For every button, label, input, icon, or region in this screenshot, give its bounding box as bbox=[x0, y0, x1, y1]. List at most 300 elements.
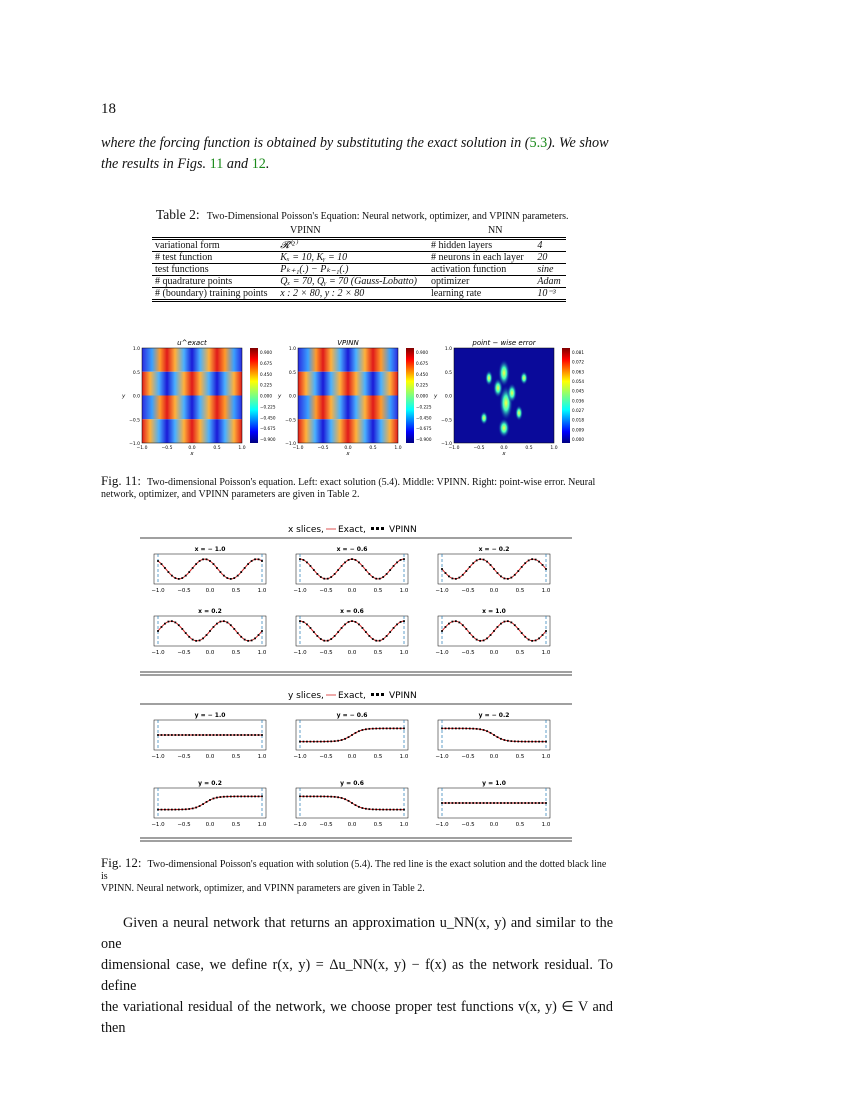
fig12-vpinn-point bbox=[448, 728, 450, 730]
fig12-vpinn-point bbox=[365, 631, 367, 633]
fig11-colorbar-tick: −0.225 bbox=[416, 404, 432, 410]
fig12-vpinn-point bbox=[323, 741, 325, 743]
nn-param-value: sine bbox=[537, 264, 554, 275]
fig12-xtick: 0.0 bbox=[205, 754, 215, 760]
fig11-panel-1 bbox=[277, 339, 432, 457]
fig12-xtick: −1.0 bbox=[293, 650, 307, 656]
fig12-vpinn-point bbox=[341, 627, 343, 629]
fig12-vpinn-point bbox=[375, 640, 377, 642]
vpinn-param-value: 𝓡⁽²⁾ bbox=[280, 240, 297, 251]
fig12-vpinn-point bbox=[396, 728, 398, 730]
fig12-vpinn-point bbox=[351, 802, 353, 804]
fig12-vpinn-point bbox=[528, 741, 530, 743]
fig12-vpinn-point bbox=[181, 734, 183, 736]
fig12-vpinn-point bbox=[320, 576, 322, 578]
fig12-vpinn-point bbox=[472, 728, 474, 730]
fig11-caption-line2: network, optimizer, and VPINN parameters are given in Table 2. bbox=[101, 489, 360, 500]
fig12-vpinn-point bbox=[490, 564, 492, 566]
fig11-ylabel: y bbox=[122, 393, 126, 400]
fig11-colorbar-tick: −0.900 bbox=[260, 437, 276, 442]
fig12-vpinn-point bbox=[310, 741, 312, 743]
fig11-caption bbox=[101, 475, 613, 501]
fig-ref-12-link[interactable]: 12 bbox=[251, 156, 266, 172]
fig12-vpinn-point bbox=[351, 558, 353, 560]
fig12-vpinn-point bbox=[223, 620, 225, 622]
fig12-vpinn-point bbox=[206, 801, 208, 803]
fig12-vpinn-point bbox=[251, 640, 253, 642]
fig11-colorbar-tick: 0.081 bbox=[572, 350, 584, 355]
fig12-caption-line2: VPINN. Neural network, optimizer, and VPINN parameters are given in Table 2. bbox=[101, 883, 425, 894]
fig11-ytick: −0.5 bbox=[441, 418, 452, 424]
fig-ref-11-link[interactable]: 11 bbox=[209, 156, 224, 172]
fig12-vpinn-point bbox=[458, 802, 460, 804]
fig12-vpinn-point bbox=[375, 809, 377, 811]
fig12-vpinn-point bbox=[310, 565, 312, 567]
fig12-xtick: 0.5 bbox=[231, 588, 241, 594]
fig12-slice-frame bbox=[154, 788, 266, 818]
fig12-slice-title: y = − 1.0 bbox=[194, 712, 226, 719]
nn-param-key: optimizer bbox=[431, 276, 470, 287]
fig11-colorbar bbox=[250, 348, 258, 443]
fig12-vpinn-point bbox=[521, 566, 523, 568]
fig12-vpinn-point bbox=[386, 635, 388, 637]
fig11-ytick: 0.0 bbox=[288, 394, 296, 400]
vpinn-param-key: # (boundary) training points bbox=[155, 288, 268, 299]
fig12-vpinn-point bbox=[178, 578, 180, 580]
fig12-vpinn-point bbox=[372, 808, 374, 810]
fig12-xtick: −1.0 bbox=[293, 588, 307, 594]
fig12-vpinn-point bbox=[510, 577, 512, 579]
fig12-vpinn-point bbox=[372, 638, 374, 640]
fig12-vpinn-point bbox=[507, 802, 509, 804]
fig12-xtick: 1.0 bbox=[399, 822, 409, 828]
fig12-xtick: −0.5 bbox=[319, 754, 333, 760]
fig12-vpinn-point bbox=[220, 734, 222, 736]
fig11-colorbar-tick: 0.900 bbox=[416, 350, 428, 355]
fig12-vpinn-point bbox=[195, 807, 197, 809]
fig12-vpinn-point bbox=[510, 622, 512, 624]
fig12-vpinn-point bbox=[445, 626, 447, 628]
fig12-xtick: −0.5 bbox=[461, 588, 475, 594]
fig11-panel-title: VPINN bbox=[337, 339, 359, 347]
fig12-xtick: 0.0 bbox=[347, 650, 357, 656]
fig12-vpinn-point bbox=[341, 739, 343, 741]
yslices-legend-vpinn-swatch bbox=[371, 693, 374, 696]
fig12-vpinn-point bbox=[486, 802, 488, 804]
vpinn-param-row bbox=[152, 252, 428, 264]
fig11-ytick: 0.0 bbox=[444, 394, 452, 400]
fig12-vpinn-point bbox=[400, 809, 402, 811]
yslices-legend-exact-label: Exact, bbox=[338, 691, 366, 701]
fig12-vpinn-point bbox=[483, 559, 485, 561]
fig12-vpinn-point bbox=[531, 558, 533, 560]
fig12-slice-panel bbox=[293, 546, 409, 594]
vpinn-param-value: Kₓ = 10, Kᵧ = 10 bbox=[280, 252, 348, 263]
fig11-colorbar-tick: 0.045 bbox=[572, 388, 584, 394]
fig12-vpinn-point bbox=[206, 634, 208, 636]
fig11-heatmaps bbox=[118, 338, 598, 466]
fig12-vpinn-point bbox=[351, 734, 353, 736]
fig12-vpinn-point bbox=[365, 808, 367, 810]
fig12-vpinn-point bbox=[223, 734, 225, 736]
fig11-error-spot bbox=[493, 378, 503, 398]
fig11-colorbar-tick: −0.225 bbox=[260, 404, 276, 410]
fig12-slice-panel bbox=[151, 546, 267, 594]
fig12-vpinn-point bbox=[521, 632, 523, 634]
fig12-vpinn-point bbox=[299, 796, 301, 798]
fig12-xtick: 1.0 bbox=[541, 754, 551, 760]
fig12-vpinn-point bbox=[213, 563, 215, 565]
fig12-vpinn-point bbox=[507, 740, 509, 742]
fig12-vpinn-point bbox=[261, 796, 263, 798]
fig12-vpinn-point bbox=[327, 640, 329, 642]
vpinn-param-value: x : 2 × 80, y : 2 × 80 bbox=[280, 288, 365, 299]
fig12-vpinn-point bbox=[472, 562, 474, 564]
fig12-vpinn-point bbox=[483, 802, 485, 804]
fig12-vpinn-point bbox=[209, 799, 211, 801]
fig12-vpinn-point bbox=[355, 732, 357, 734]
fig12-vpinn-point bbox=[341, 565, 343, 567]
fig12-vpinn-point bbox=[313, 631, 315, 633]
fig12-vpinn-point bbox=[251, 734, 253, 736]
fig12-vpinn-point bbox=[445, 802, 447, 804]
fig12-slice-panel bbox=[435, 546, 551, 594]
fig12-xtick: 1.0 bbox=[257, 650, 267, 656]
fig12-slice-panel bbox=[293, 712, 409, 760]
fig12-vpinn-point bbox=[337, 569, 339, 571]
fig11-xtick: 0.5 bbox=[525, 446, 533, 451]
fig12-vpinn-point bbox=[334, 796, 336, 798]
fig12-vpinn-point bbox=[344, 623, 346, 625]
fig12-vpinn-point bbox=[334, 573, 336, 575]
fig12-vpinn-point bbox=[535, 559, 537, 561]
fig12-xtick: −0.5 bbox=[461, 650, 475, 656]
fig11-xtick: 0.5 bbox=[369, 446, 377, 451]
fig12-vpinn-point bbox=[472, 802, 474, 804]
fig12-vpinn-point bbox=[462, 802, 464, 804]
fig12-vpinn-point bbox=[455, 578, 457, 580]
fig12-vpinn-point bbox=[213, 798, 215, 800]
fig11-error-spot bbox=[520, 371, 528, 385]
fig12-xtick: −1.0 bbox=[435, 822, 449, 828]
fig12-xtick: −0.5 bbox=[177, 754, 191, 760]
fig12-vpinn-point bbox=[240, 734, 242, 736]
intro-and: and bbox=[223, 156, 252, 172]
fig12-vpinn-point bbox=[379, 728, 381, 730]
nn-param-key: activation function bbox=[431, 264, 507, 275]
fig12-vpinn-point bbox=[358, 623, 360, 625]
fig12-vpinn-point bbox=[337, 631, 339, 633]
fig12-vpinn-point bbox=[306, 796, 308, 798]
fig12-vpinn-point bbox=[483, 729, 485, 731]
fig12-xtick: 1.0 bbox=[257, 588, 267, 594]
fig12-xtick: −1.0 bbox=[151, 822, 165, 828]
fig11-ylabel: y bbox=[278, 393, 282, 400]
fig12-vpinn-point bbox=[517, 628, 519, 630]
fig11-colorbar-tick: 0.000 bbox=[260, 393, 272, 399]
fig12-vpinn-point bbox=[306, 623, 308, 625]
fig12-vpinn-point bbox=[379, 809, 381, 811]
table-label: Table 2: bbox=[156, 207, 200, 222]
fig12-xtick: −0.5 bbox=[319, 650, 333, 656]
fig12-vpinn-point bbox=[233, 796, 235, 798]
fig11-xtick: −1.0 bbox=[448, 446, 460, 451]
fig12-xtick: −1.0 bbox=[151, 754, 165, 760]
fig12-vpinn-point bbox=[462, 574, 464, 576]
fig12-vpinn-point bbox=[199, 640, 201, 642]
fig12-xtick: 0.0 bbox=[489, 754, 499, 760]
fig12-vpinn-point bbox=[230, 624, 232, 626]
fig12-xtick: −1.0 bbox=[435, 588, 449, 594]
fig12-vpinn-point bbox=[362, 729, 364, 731]
fig11-xlabel: x bbox=[346, 451, 350, 457]
fig12-vpinn-point bbox=[230, 578, 232, 580]
fig12-vpinn-point bbox=[393, 565, 395, 567]
fig12-vpinn-point bbox=[202, 558, 204, 560]
fig12-vpinn-point bbox=[507, 620, 509, 622]
eq-ref-link[interactable]: 5.3 bbox=[529, 135, 548, 151]
fig12-xtick: 0.0 bbox=[347, 822, 357, 828]
fig12-xtick: 0.5 bbox=[515, 822, 525, 828]
fig11-colorbar-tick: −0.675 bbox=[260, 426, 276, 432]
fig12-vpinn-point bbox=[202, 637, 204, 639]
fig12-vpinn-point bbox=[517, 802, 519, 804]
fig12-vpinn-point bbox=[164, 567, 166, 569]
fig12-xtick: 0.5 bbox=[373, 822, 383, 828]
fig12-vpinn-point bbox=[355, 559, 357, 561]
xslices-legend-prefix: x slices, bbox=[288, 525, 324, 535]
fig11-caption-line1: Two-dimensional Poisson's equation. Left: exact solution (5.4). Middle: VPINN. Right: point-wise error. Neural bbox=[146, 477, 596, 488]
fig12-vpinn-point bbox=[206, 734, 208, 736]
fig12-vpinn-point bbox=[188, 734, 190, 736]
fig12-vpinn-point bbox=[299, 620, 301, 622]
fig12-vpinn-point bbox=[448, 575, 450, 577]
fig11-heat-band bbox=[142, 396, 242, 420]
fig12-slice-frame bbox=[154, 554, 266, 584]
fig12-vpinn-point bbox=[247, 734, 249, 736]
fig12-xtick: 0.0 bbox=[489, 822, 499, 828]
fig11-xtick: −1.0 bbox=[292, 446, 304, 451]
nn-table-header: NN bbox=[488, 225, 503, 236]
fig12-vpinn-point bbox=[358, 561, 360, 563]
fig12-slice-panel bbox=[435, 712, 551, 760]
fig12-vpinn-point bbox=[223, 796, 225, 798]
fig12-vpinn-point bbox=[240, 571, 242, 573]
fig12-vpinn-point bbox=[528, 639, 530, 641]
fig12-slice-title: x = − 0.2 bbox=[478, 546, 510, 553]
fig12-vpinn-point bbox=[448, 802, 450, 804]
fig11-colorbar-tick: −0.450 bbox=[416, 415, 432, 421]
fig12-vpinn-point bbox=[497, 736, 499, 738]
fig12-xtick: −1.0 bbox=[435, 650, 449, 656]
fig12-vpinn-point bbox=[483, 640, 485, 642]
fig12-xtick: −1.0 bbox=[435, 754, 449, 760]
fig12-vpinn-point bbox=[195, 734, 197, 736]
fig12-vpinn-point bbox=[528, 560, 530, 562]
fig12-vpinn-point bbox=[524, 741, 526, 743]
fig12-vpinn-point bbox=[323, 640, 325, 642]
fig11-colorbar-tick: −0.450 bbox=[260, 415, 276, 421]
fig12-slice-panel bbox=[151, 780, 267, 828]
fig11-error-spot bbox=[498, 418, 510, 438]
fig12-vpinn-point bbox=[462, 728, 464, 730]
fig12-vpinn-point bbox=[514, 574, 516, 576]
fig12-xtick: 0.0 bbox=[489, 588, 499, 594]
fig12-vpinn-point bbox=[199, 805, 201, 807]
fig12-vpinn-point bbox=[393, 809, 395, 811]
fig12-vpinn-point bbox=[209, 560, 211, 562]
fig11-xlabel: x bbox=[502, 451, 506, 457]
fig12-vpinn-point bbox=[247, 796, 249, 798]
fig12-xtick: 1.0 bbox=[257, 822, 267, 828]
fig12-vpinn-point bbox=[452, 621, 454, 623]
fig12-vpinn-point bbox=[386, 809, 388, 811]
nn-param-row bbox=[428, 252, 566, 264]
fig12-vpinn-point bbox=[230, 734, 232, 736]
vpinn-param-row bbox=[152, 264, 428, 276]
fig12-vpinn-point bbox=[358, 730, 360, 732]
xslices-legend-vpinn-label: VPINN bbox=[389, 525, 417, 535]
fig11-panel-0 bbox=[121, 339, 276, 457]
fig12-xtick: 0.5 bbox=[373, 588, 383, 594]
vpinn-param-row bbox=[152, 288, 428, 300]
fig12-vpinn-point bbox=[500, 575, 502, 577]
fig12-vpinn-point bbox=[316, 573, 318, 575]
fig11-panel-2 bbox=[433, 339, 584, 457]
fig12-vpinn-point bbox=[168, 809, 170, 811]
fig12-vpinn-point bbox=[358, 806, 360, 808]
fig11-error-spot bbox=[507, 383, 517, 403]
fig12-vpinn-point bbox=[469, 728, 471, 730]
fig12-vpinn-point bbox=[233, 577, 235, 579]
nn-param-key: learning rate bbox=[431, 288, 482, 299]
fig12-vpinn-point bbox=[372, 728, 374, 730]
body-paragraph bbox=[101, 913, 613, 1039]
fig12-vpinn-point bbox=[542, 634, 544, 636]
fig12-slice-panel bbox=[151, 608, 267, 656]
fig11-xtick: −0.5 bbox=[317, 446, 329, 451]
fig12-xtick: 0.0 bbox=[347, 588, 357, 594]
fig12-vpinn-point bbox=[199, 560, 201, 562]
fig12-vpinn-point bbox=[490, 634, 492, 636]
fig12-exact-curve bbox=[158, 559, 262, 579]
fig12-vpinn-point bbox=[393, 728, 395, 730]
fig12-vpinn-point bbox=[161, 626, 163, 628]
fig12-vpinn-point bbox=[479, 802, 481, 804]
fig11-colorbar-tick: 0.450 bbox=[260, 371, 272, 377]
fig12-vpinn-point bbox=[375, 728, 377, 730]
fig12-vpinn-point bbox=[192, 639, 194, 641]
fig12-vpinn-point bbox=[382, 809, 384, 811]
fig12-vpinn-point bbox=[521, 802, 523, 804]
fig12-exact-curve bbox=[300, 621, 404, 641]
fig11-colorbar-tick: 0.225 bbox=[260, 382, 272, 388]
fig12-slice-title: x = 0.6 bbox=[340, 608, 364, 615]
fig12-xtick: 1.0 bbox=[541, 822, 551, 828]
fig12-xtick: 1.0 bbox=[541, 650, 551, 656]
fig12-vpinn-point bbox=[542, 564, 544, 566]
fig12-vpinn-point bbox=[320, 796, 322, 798]
fig12-vpinn-point bbox=[251, 796, 253, 798]
fig12-vpinn-point bbox=[545, 741, 547, 743]
fig11-ytick: 1.0 bbox=[132, 347, 140, 352]
nn-param-key: # neurons in each layer bbox=[431, 252, 524, 263]
fig12-vpinn-point bbox=[389, 569, 391, 571]
fig12-vpinn-point bbox=[504, 739, 506, 741]
fig11-xtick: −1.0 bbox=[136, 446, 148, 451]
fig12-vpinn-point bbox=[181, 809, 183, 811]
fig12-vpinn-point bbox=[185, 734, 187, 736]
nn-param-row bbox=[428, 288, 566, 300]
fig12-vpinn-point bbox=[299, 558, 301, 560]
intro-paragraph bbox=[101, 133, 613, 175]
fig12-vpinn-point bbox=[168, 621, 170, 623]
fig12-xtick: −0.5 bbox=[461, 754, 475, 760]
fig12-vpinn-point bbox=[493, 802, 495, 804]
fig12-vpinn-point bbox=[486, 730, 488, 732]
fig12-vpinn-point bbox=[161, 563, 163, 565]
fig11-heat-band bbox=[298, 396, 398, 420]
fig12-vpinn-point bbox=[538, 741, 540, 743]
fig12-vpinn-point bbox=[181, 628, 183, 630]
vpinn-param-row bbox=[152, 240, 428, 252]
fig11-ytick: −1.0 bbox=[285, 442, 296, 447]
intro-end: . bbox=[265, 156, 270, 172]
vpinn-param-key: variational form bbox=[155, 240, 220, 251]
fig12-vpinn-point bbox=[542, 741, 544, 743]
fig11-ytick: 1.0 bbox=[288, 347, 296, 352]
fig12-vpinn-point bbox=[303, 796, 305, 798]
fig11-ylabel: y bbox=[434, 393, 438, 400]
fig12-vpinn-point bbox=[313, 741, 315, 743]
fig12-xtick: −0.5 bbox=[461, 822, 475, 828]
fig12-vpinn-point bbox=[382, 576, 384, 578]
fig12-xtick: 0.0 bbox=[205, 650, 215, 656]
fig12-vpinn-point bbox=[400, 621, 402, 623]
fig12-vpinn-point bbox=[458, 728, 460, 730]
fig11-heat-band bbox=[298, 348, 398, 372]
fig12-vpinn-point bbox=[455, 620, 457, 622]
yslices-legend-vpinn-swatch bbox=[376, 693, 379, 696]
fig11-colorbar-tick: 0.225 bbox=[416, 382, 428, 388]
fig12-xtick: −1.0 bbox=[293, 822, 307, 828]
fig12-slice-title: y = 0.6 bbox=[340, 780, 364, 787]
fig12-slice-panel bbox=[435, 780, 551, 828]
fig12-vpinn-point bbox=[403, 558, 405, 560]
fig12-vpinn-point bbox=[254, 558, 256, 560]
fig12-vpinn-point bbox=[362, 627, 364, 629]
fig12-vpinn-point bbox=[524, 562, 526, 564]
fig12-vpinn-point bbox=[330, 576, 332, 578]
fig12-vpinn-point bbox=[545, 630, 547, 632]
fig12-vpinn-point bbox=[493, 630, 495, 632]
fig12-vpinn-point bbox=[348, 800, 350, 802]
fig11-heat-band bbox=[142, 419, 242, 443]
fig12-vpinn-point bbox=[157, 630, 159, 632]
vpinn-param-key: test functions bbox=[155, 264, 209, 275]
fig12-vpinn-point bbox=[244, 796, 246, 798]
fig11-colorbar-tick: 0.036 bbox=[572, 398, 584, 404]
fig12-vpinn-point bbox=[337, 796, 339, 798]
fig11-xtick: 1.0 bbox=[550, 446, 558, 451]
fig12-xtick: 0.5 bbox=[515, 754, 525, 760]
fig12-vpinn-point bbox=[188, 571, 190, 573]
vpinn-param-value: Qₓ = 70, Qᵧ = 70 (Gauss-Lobatto) bbox=[280, 276, 417, 287]
fig12-vpinn-point bbox=[303, 559, 305, 561]
fig11-xtick: −0.5 bbox=[473, 446, 485, 451]
fig12-vpinn-point bbox=[254, 637, 256, 639]
fig12-vpinn-point bbox=[181, 577, 183, 579]
